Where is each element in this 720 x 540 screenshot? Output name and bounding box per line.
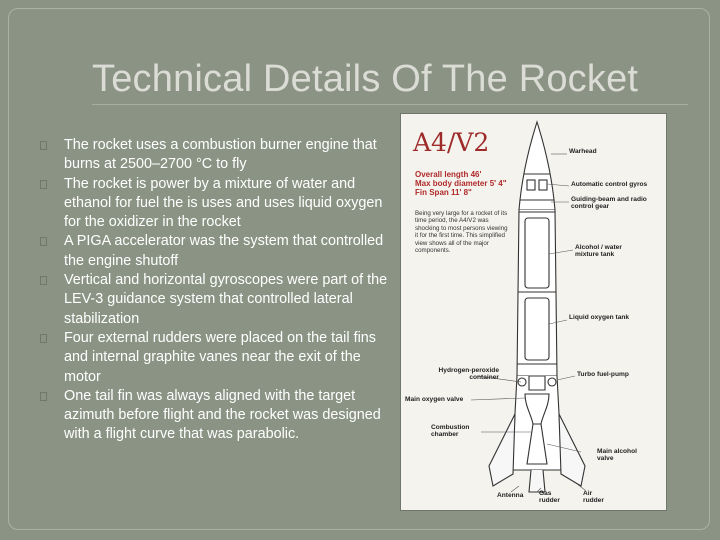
label-hydrogen-peroxide: Hydrogen-peroxide container <box>438 367 499 382</box>
bullet-item <box>40 175 390 233</box>
bullet-square-icon <box>40 141 47 150</box>
bullet-item <box>40 232 390 271</box>
bullet-item <box>40 329 390 387</box>
bullet-text: The rocket uses a combustion burner engine that burns at 2500–2700 °C to fly <box>64 137 377 173</box>
slide-title: Technical Details Of The Rocket <box>92 58 639 100</box>
diagram-title: A4/V2 <box>413 128 490 157</box>
bullet-text: Four external rudders were placed on the tail fins and internal graphite vanes near the exit of the motor <box>64 329 376 385</box>
label-antenna: Antenna <box>497 492 524 499</box>
bullet-text: Vertical and horizontal gyroscopes were part of the LEV-3 guidance system that controlled lateral stabilization <box>64 272 388 327</box>
diagram-note: Being very large for a rocket of its time period, the A4/V2 was shocking to most persons viewing it for the first time. This simplified view shows all of the major components. <box>415 210 508 255</box>
label-liquid-oxygen-tank: Liquid oxygen tank <box>569 314 630 321</box>
bullet-item <box>40 271 390 329</box>
bullet-text: One tail fin was always aligned with the target azimuth before flight and the rocket was designed with a flight curve that was parabolic. <box>64 387 381 443</box>
spec-diameter: Max body diameter 5' 4" <box>415 179 507 188</box>
label-guiding-beam: Guiding-beam and radio control gear <box>571 196 647 211</box>
label-main-alcohol-valve: Main alcohol valve <box>597 448 637 463</box>
bullet-text: The rocket is power by a mixture of water and ethanol for fuel the is uses and uses liquid oxygen for the oxidizer in the rocket <box>64 175 383 231</box>
bullet-list <box>40 136 390 445</box>
label-warhead: Warhead <box>569 148 597 155</box>
spec-fin-span: Fin Span 11' 8" <box>415 188 472 197</box>
spec-length: Overall length 46' <box>415 170 482 179</box>
label-combustion-chamber: Combustion chamber <box>431 424 470 439</box>
bullet-square-icon <box>40 180 47 189</box>
label-control-gyros: Automatic control gyros <box>571 181 648 188</box>
title-underline <box>92 104 688 105</box>
rocket-diagram <box>400 113 667 511</box>
bullet-square-icon <box>40 334 47 343</box>
bullet-text: A PIGA accelerator was the system that controlled the engine shutoff <box>64 233 384 269</box>
label-gas-rudder: Gas rudder <box>539 490 560 505</box>
label-turbo-fuel-pump: Turbo fuel-pump <box>577 371 629 378</box>
label-main-oxygen-valve: Main oxygen valve <box>405 396 464 403</box>
bullet-square-icon <box>40 276 47 285</box>
bullet-item <box>40 136 390 175</box>
bullet-square-icon <box>40 237 47 246</box>
bullet-item <box>40 387 390 445</box>
label-alcohol-tank: Alcohol / water mixture tank <box>575 244 622 259</box>
label-air-rudder: Air rudder <box>583 490 604 505</box>
bullet-square-icon <box>40 392 47 401</box>
